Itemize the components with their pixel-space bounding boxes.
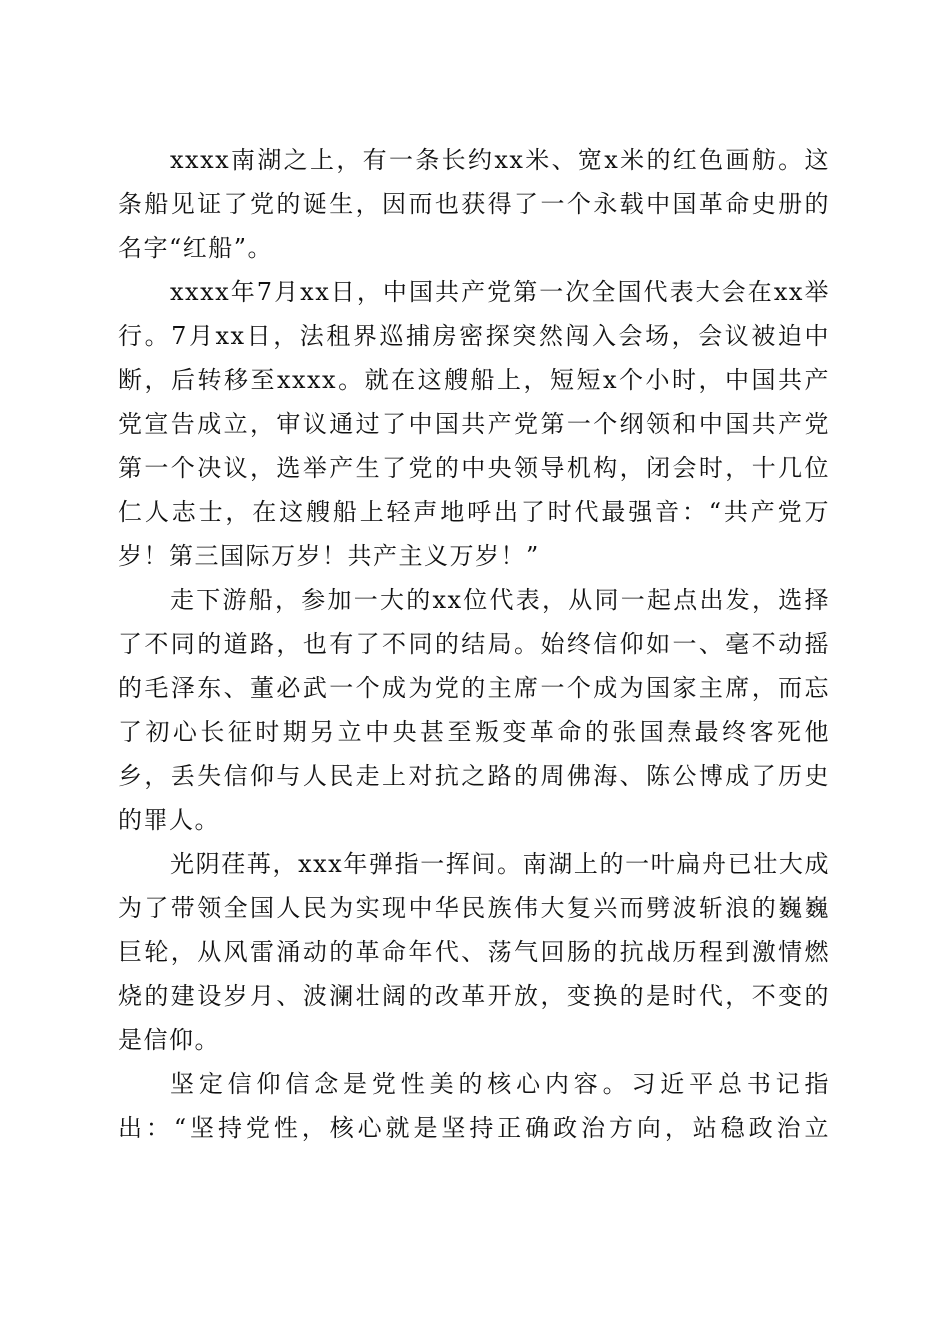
paragraph-time-passes: 光阴荏苒，xxx年弹指一挥间。南湖上的一叶扁舟已壮大成为了带领全国人民为实现中华民族伟大复兴而劈波斩浪的巍巍巨轮，从风雷涌动的革命年代、荡气回肠的抗战历程到激情燃烧的建设岁月、波澜壮阔的改革开放，变换的是时代，不变的是信仰。 (118, 850, 830, 1054)
document-body (118, 138, 830, 1150)
paragraph-faith-conviction: 坚定信仰信念是党性美的核心内容。习近平总书记指出：“坚持党性，核心就是坚持正确政治方向，站稳政治立 (118, 1070, 830, 1142)
paragraph-delegates: 走下游船，参加一大的xx位代表，从同一起点出发，选择了不同的道路，也有了不同的结局。始终信仰如一、毫不动摇的毛泽东、董必武一个成为党的主席一个成为国家主席，而忘了初心长征时期另立中央甚至叛变革命的张国焘最终客死他乡，丢失信仰与人民走上对抗之路的周佛海、陈公博成了历史的罪人。 (118, 586, 830, 834)
paragraph-first-congress: xxxx年7月xx日，中国共产党第一次全国代表大会在xx举行。7月xx日，法租界巡捕房密探突然闯入会场，会议被迫中断，后转移至xxxx。就在这艘船上，短短x个小时，中国共产党宣告成立，审议通过了中国共产党第一个纲领和中国共产党第一个决议，选举产生了党的中央领导机构，闭会时，十几位仁人志士，在这艘船上轻声地呼出了时代最强音：“共产党万岁！第三国际万岁！共产主义万岁！” (118, 278, 830, 570)
paragraph-red-boat: xxxx南湖之上，有一条长约xx米、宽x米的红色画舫。这条船见证了党的诞生，因而也获得了一个永载中国革命史册的名字“红船”。 (118, 146, 830, 262)
